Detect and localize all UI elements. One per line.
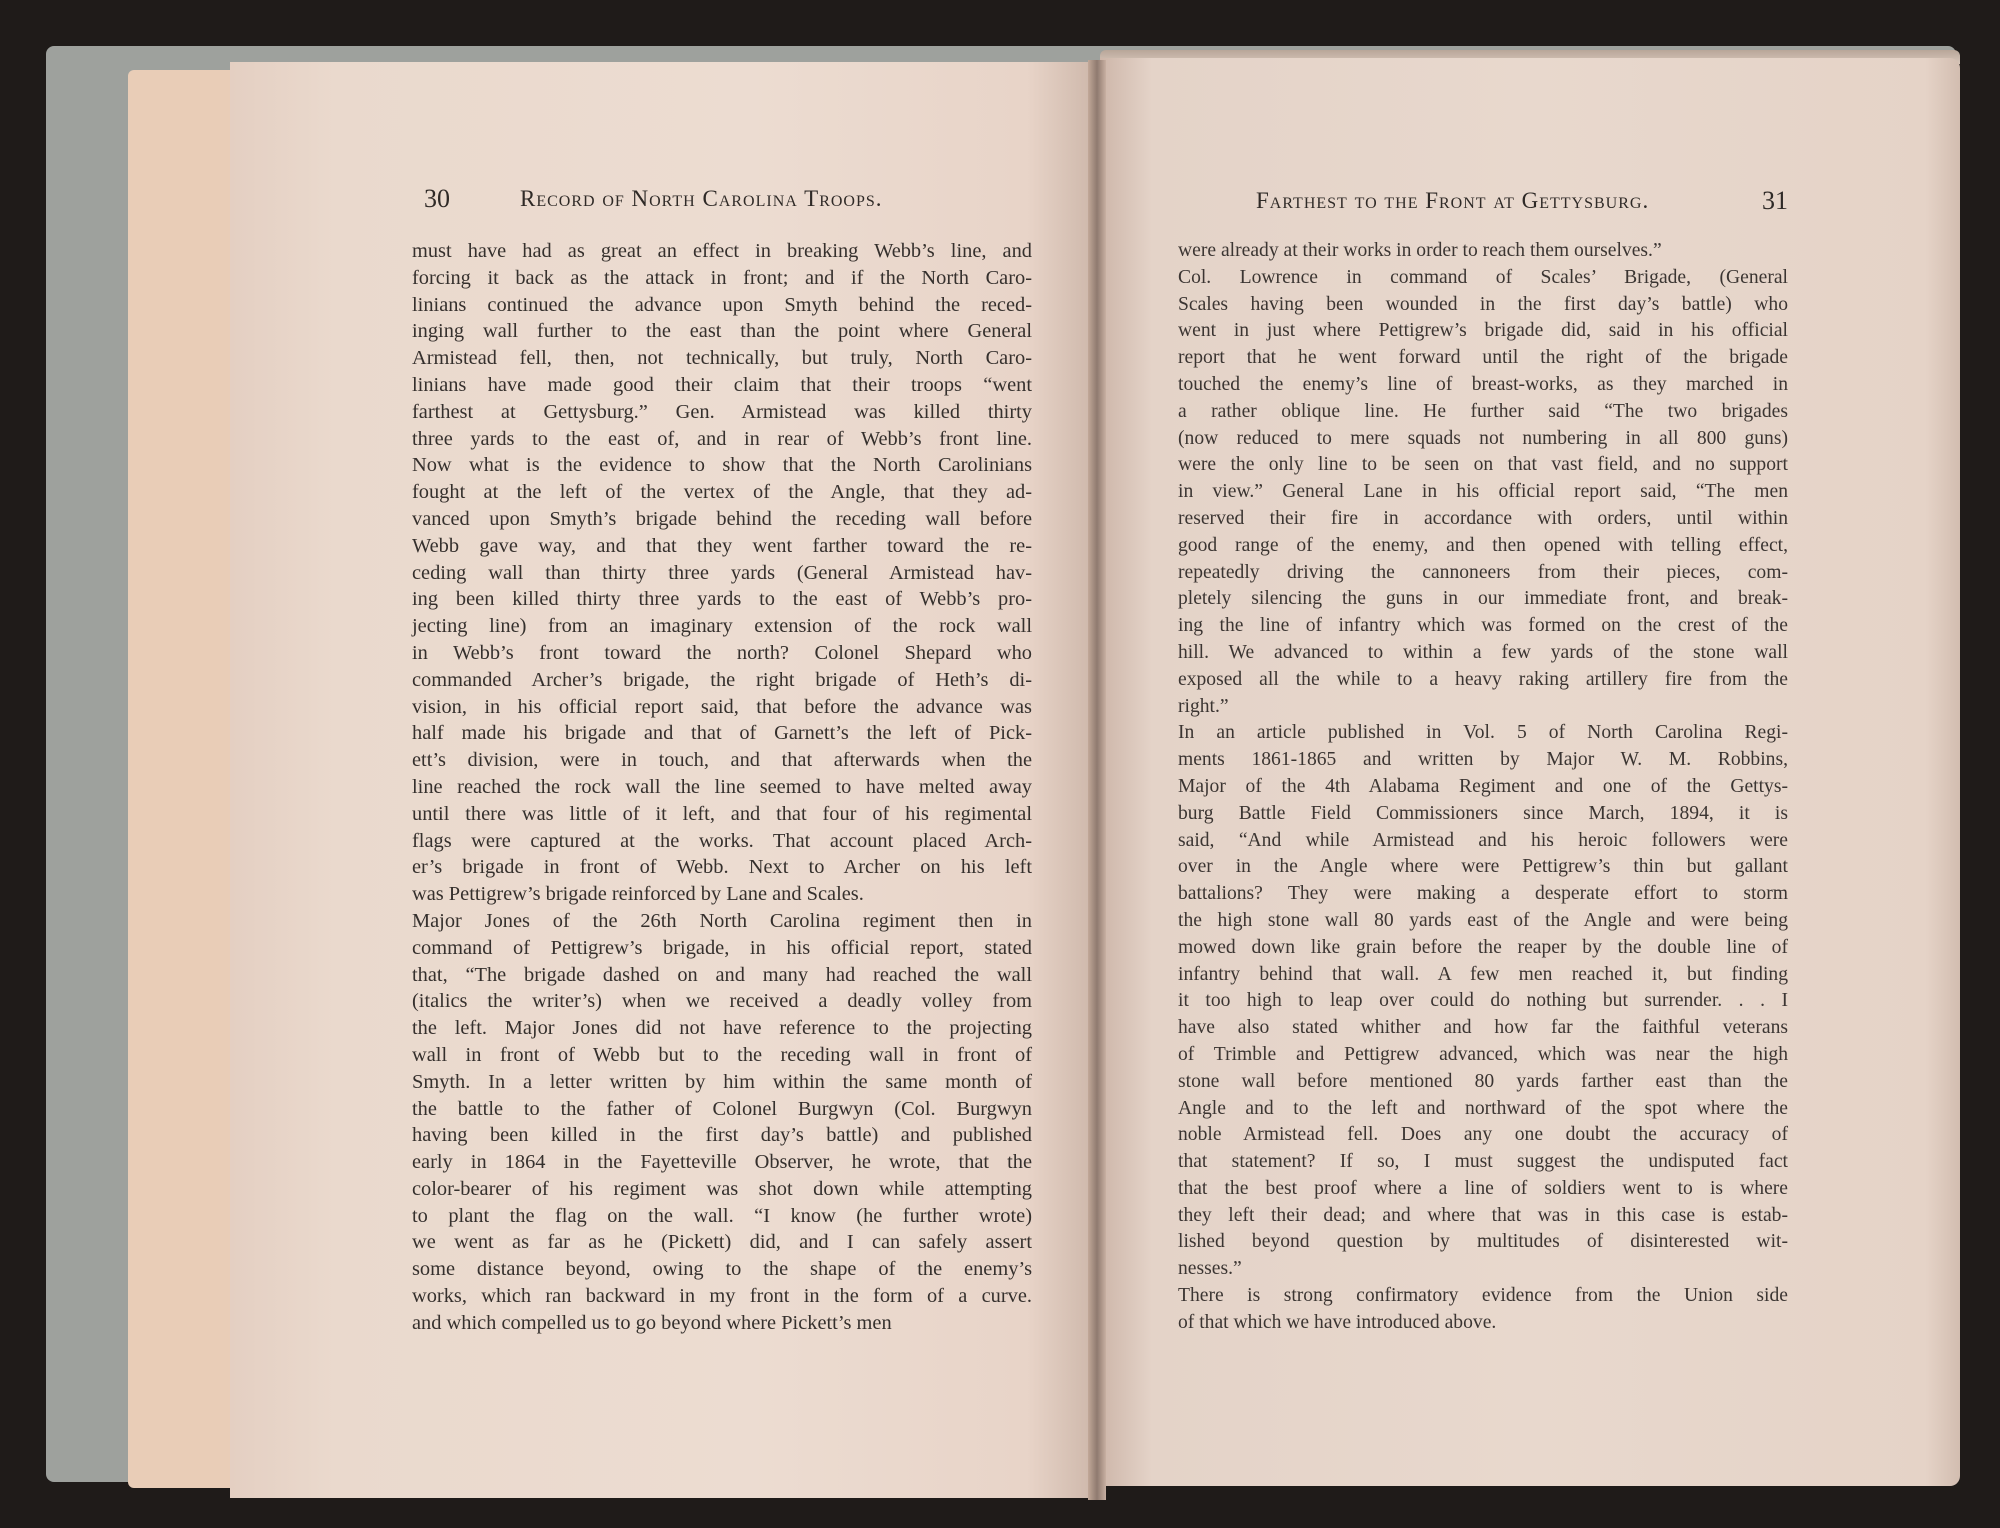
text-line: to plant the flag on the wall. “I know (he further wrote) bbox=[412, 1204, 1032, 1227]
text-line: works, which ran backward in my front in the form of a curve. bbox=[412, 1285, 1032, 1308]
text-line: battalions? They were making a desperate effort to storm bbox=[1178, 883, 1788, 905]
text-line: lished beyond question by multitudes of disinterested wit- bbox=[1178, 1231, 1788, 1253]
text-line: report that he went forward until the right of the brigade bbox=[1178, 347, 1788, 369]
text-line: Armistead fell, then, not technically, but truly, North Caro- bbox=[412, 347, 1032, 370]
text-line: hill. We advanced to within a few yards of the stone wall bbox=[1178, 641, 1788, 663]
text-line: vision, in his official report said, that before the advance was bbox=[412, 695, 1032, 718]
text-line: ing been killed thirty three yards to the east of Webb’s pro- bbox=[412, 588, 1032, 611]
text-line: exposed all the while to a heavy raking artillery fire from the bbox=[1178, 668, 1788, 690]
left-running-head: Record of North Carolina Troops. bbox=[520, 186, 883, 211]
text-line: burg Battle Field Commissioners since March, 1894, it is bbox=[1178, 802, 1788, 824]
left-page-number: 30 bbox=[424, 184, 450, 213]
right-page-number: 31 bbox=[1762, 186, 1788, 215]
text-line: over in the Angle where were Pettigrew’s thin but gallant bbox=[1178, 856, 1788, 878]
text-line: farthest at Gettysburg.” Gen. Armistead was killed thirty bbox=[412, 400, 1032, 423]
text-line: that the best proof where a line of soldiers went to is where bbox=[1178, 1177, 1788, 1199]
text-line: inging wall further to the east than the point where General bbox=[412, 320, 1032, 343]
text-line: a rather oblique line. He further said “The two brigades bbox=[1178, 400, 1788, 422]
text-line: linians continued the advance upon Smyth behind the reced- bbox=[412, 293, 1032, 316]
text-line: Now what is the evidence to show that the North Carolinians bbox=[412, 454, 1032, 477]
text-line: (now reduced to mere squads not numbering in all 800 guns) bbox=[1178, 427, 1788, 449]
text-line: ceding wall than thirty three yards (General Armistead hav- bbox=[412, 561, 1032, 584]
text-line: of Trimble and Pettigrew advanced, which was near the high bbox=[1178, 1043, 1788, 1065]
text-line: were already at their works in order to reach them ourselves.” bbox=[1178, 240, 1662, 261]
text-line: some distance beyond, owing to the shape of the enemy’s bbox=[412, 1258, 1032, 1281]
text-line: vanced upon Smyth’s brigade behind the receding wall before bbox=[412, 507, 1032, 530]
text-line: line reached the rock wall the line seemed to have melted away bbox=[412, 775, 1032, 798]
right-running-head: Farthest to the Front at Gettysburg. bbox=[1256, 188, 1650, 213]
text-line: forcing it back as the attack in front; and if the North Caro- bbox=[412, 266, 1032, 289]
text-line: right.” bbox=[1178, 695, 1229, 717]
text-line: infantry behind that wall. A few men reached it, but finding bbox=[1178, 963, 1788, 985]
text-line: we went as far as he (Pickett) did, and I can safely assert bbox=[412, 1231, 1032, 1254]
text-line: were the only line to be seen on that vast field, and no support bbox=[1178, 454, 1788, 476]
text-line: color-bearer of his regiment was shot down while attempting bbox=[412, 1177, 1032, 1200]
text-line: went in just where Pettigrew’s brigade did, said in his official bbox=[1178, 320, 1788, 342]
text-line: having been killed in the first day’s battle) and published bbox=[412, 1124, 1032, 1147]
text-line: noble Armistead fell. Does any one doubt the accuracy of bbox=[1178, 1124, 1788, 1146]
text-line: (italics the writer’s) when we received a deadly volley from bbox=[412, 990, 1032, 1013]
text-line: There is strong confirmatory evidence from the Union side bbox=[1178, 1285, 1788, 1307]
text-line: the battle to the father of Colonel Burgwyn (Col. Burgwyn bbox=[412, 1097, 1032, 1120]
book-gutter bbox=[1088, 60, 1106, 1500]
text-line: mowed down like grain before the reaper by the double line of bbox=[1178, 936, 1788, 958]
left-page-body bbox=[412, 238, 1032, 1337]
text-line: said, “And while Armistead and his heroic followers were bbox=[1178, 829, 1788, 851]
text-line: reserved their fire in accordance with orders, until within bbox=[1178, 507, 1788, 529]
text-line: fought at the left of the vertex of the Angle, that they ad- bbox=[412, 481, 1032, 504]
text-line: that statement? If so, I must suggest the undisputed fact bbox=[1178, 1151, 1788, 1173]
text-line: jecting line) from an imaginary extension of the rock wall bbox=[412, 615, 1032, 638]
text-line: in Webb’s front toward the north? Colonel Shepard who bbox=[412, 641, 1032, 664]
text-line: Major Jones of the 26th North Carolina regiment then in bbox=[412, 909, 1032, 932]
text-line: was Pettigrew’s brigade reinforced by Lane and Scales. bbox=[412, 883, 864, 906]
text-line: Col. Lowrence in command of Scales’ Brigade, (General bbox=[1178, 266, 1788, 288]
text-line: touched the enemy’s line of breast-works, as they marched in bbox=[1178, 373, 1788, 395]
text-line: repeatedly driving the cannoneers from their pieces, com- bbox=[1178, 561, 1788, 583]
text-line: that, “The brigade dashed on and many had reached the wall bbox=[412, 963, 1032, 986]
text-line: Smyth. In a letter written by him within the same month of bbox=[412, 1070, 1032, 1093]
text-line: the high stone wall 80 yards east of the Angle and were being bbox=[1178, 909, 1788, 931]
text-line: Angle and to the left and northward of the spot where the bbox=[1178, 1097, 1788, 1119]
right-page-body bbox=[1178, 238, 1788, 1337]
text-line: ments 1861-1865 and written by Major W. M. Robbins, bbox=[1178, 749, 1788, 771]
text-line: good range of the enemy, and then opened with telling effect, bbox=[1178, 534, 1788, 556]
text-line: must have had as great an effect in breaking Webb’s line, and bbox=[412, 240, 1032, 262]
text-line: pletely silencing the guns in our immediate front, and break- bbox=[1178, 588, 1788, 610]
text-line: of that which we have introduced above. bbox=[1178, 1311, 1497, 1333]
text-line: ing the line of infantry which was formed on the crest of the bbox=[1178, 615, 1788, 637]
text-line: it too high to leap over could do nothing but surrender. . . I bbox=[1178, 990, 1788, 1012]
text-line: wall in front of Webb but to the receding wall in front of bbox=[412, 1043, 1032, 1066]
text-line: half made his brigade and that of Garnett’s the left of Pick- bbox=[412, 722, 1032, 745]
text-line: command of Pettigrew’s brigade, in his official report, stated bbox=[412, 936, 1032, 959]
text-line: three yards to the east of, and in rear of Webb’s front line. bbox=[412, 427, 1032, 450]
text-line: commanded Archer’s brigade, the right brigade of Heth’s di- bbox=[412, 668, 1032, 691]
text-line: flags were captured at the works. That account placed Arch- bbox=[412, 829, 1032, 852]
text-line: Webb gave way, and that they went farther toward the re- bbox=[412, 534, 1032, 557]
text-line: in view.” General Lane in his official report said, “The men bbox=[1178, 481, 1788, 503]
text-line: have also stated whither and how far the faithful veterans bbox=[1178, 1017, 1788, 1039]
text-line: until there was little of it left, and that four of his regimental bbox=[412, 802, 1032, 825]
text-line: stone wall before mentioned 80 yards farther east than the bbox=[1178, 1070, 1788, 1092]
text-line: ett’s division, were in touch, and that afterwards when the bbox=[412, 749, 1032, 772]
text-line: the left. Major Jones did not have reference to the projecting bbox=[412, 1017, 1032, 1040]
text-line: and which compelled us to go beyond where Pickett’s men bbox=[412, 1311, 892, 1334]
text-line: nesses.” bbox=[1178, 1258, 1242, 1280]
text-line: Major of the 4th Alabama Regiment and one of the Gettys- bbox=[1178, 775, 1788, 797]
text-line: er’s brigade in front of Webb. Next to Archer on his left bbox=[412, 856, 1032, 879]
text-line: they left their dead; and where that was in this case is estab- bbox=[1178, 1204, 1788, 1226]
text-line: early in 1864 in the Fayetteville Observer, he wrote, that the bbox=[412, 1151, 1032, 1174]
text-line: Scales having been wounded in the first day’s battle) who bbox=[1178, 293, 1788, 315]
text-line: linians have made good their claim that their troops “went bbox=[412, 373, 1032, 396]
text-line: In an article published in Vol. 5 of North Carolina Regi- bbox=[1178, 722, 1788, 744]
